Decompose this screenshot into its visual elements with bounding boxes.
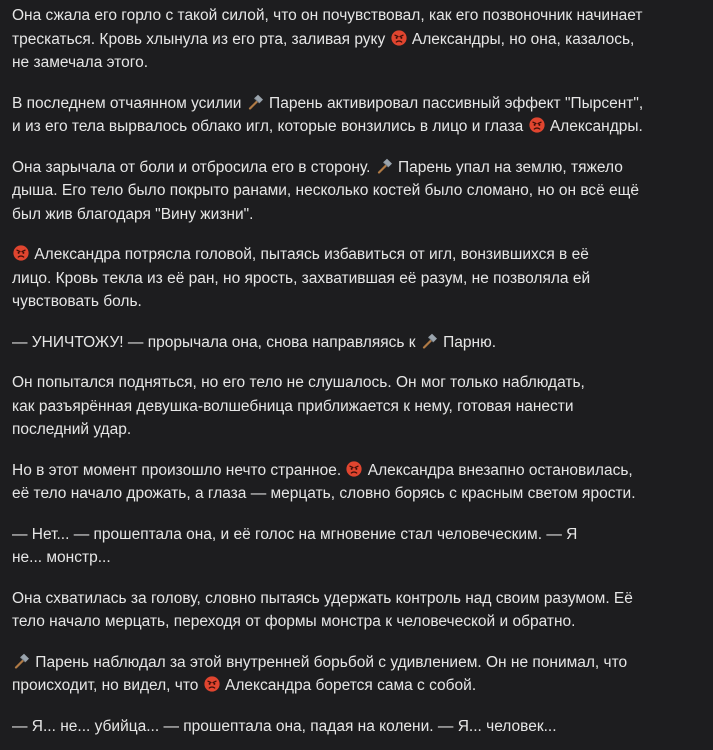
paragraph-line [12,92,699,116]
text-run: — Я... не... убийца... — прошептала она, падая на колени. — Я... человек... [12,717,557,735]
paragraph-line [12,156,699,180]
text-run: Александра борется сама с собой. [220,677,477,694]
story-paragraph [12,371,699,442]
story-paragraph [12,587,699,634]
text-run: лицо. Кровь текла из её ран, но ярость, захватившая её разум, не позволяла ей [12,269,591,287]
story-paragraph [12,523,699,570]
text-run: был жив благодаря "Вину жизни". [12,205,254,223]
paragraph-line [12,331,699,355]
paragraph-line [12,482,699,506]
text-run: и из его тела вырвалось облако игл, которые вонзились в лицо и глаза [12,118,528,135]
story-paragraph [12,715,699,739]
paragraph-line [12,179,699,203]
text-run: Александра внезапно остановилась, [363,461,633,479]
story-paragraph [12,4,699,75]
paragraph-line [12,651,699,675]
text-run: Он попытался подняться, но его тело не слушалось. Он мог только наблюдать, [12,374,585,391]
text-run: Она схватилась за голову, словно пытаясь удержать контроль над своим разумом. Её [12,589,633,607]
text-run: тело начало мерцать, переходя от формы монстра к человеческой и обратно. [12,613,576,630]
angry-face-icon [346,461,362,477]
paragraph-line [12,546,699,570]
text-run: происходит, но видел, что [12,677,203,694]
story-paragraph [12,156,699,227]
text-run: — УНИЧТОЖУ! — прорычала она, снова направляясь к [12,333,420,351]
paragraph-line [12,243,699,267]
story-paragraph [12,243,699,314]
hammer-icon [13,653,30,669]
paragraph-line [12,290,699,314]
angry-face-icon [204,676,220,692]
paragraph-line [12,28,699,52]
text-run: её тело начало дрожать, а глаза — мерцать, словно борясь с красным светом ярости. [12,485,636,502]
hammer-icon [247,94,264,110]
paragraph-line [12,51,699,75]
text-run: Но в этот момент произошло нечто странное. [12,461,346,479]
text-run: Александры. [545,118,643,135]
text-run: последний удар. [12,421,132,438]
paragraph-line [12,4,699,28]
text-run: Парень активировал пассивный эффект "Пырсент", [264,94,644,112]
hammer-icon [376,158,393,174]
paragraph-line [12,371,699,395]
paragraph-line [12,610,699,634]
text-run: Парень упал на землю, тяжело [393,158,623,176]
story-paragraph [12,331,699,355]
paragraph-line [12,459,699,483]
paragraph-line [12,418,699,442]
text-run: Она сжала его горло с такой силой, что он почувствовал, как его позвоночник начинает [12,7,643,24]
paragraph-line [12,587,699,611]
paragraph-line [12,523,699,547]
hammer-icon [421,333,438,349]
paragraph-line [12,203,699,227]
text-run: не замечала этого. [12,54,148,71]
angry-face-icon [13,245,29,261]
angry-face-icon [529,117,545,133]
text-run: Парень наблюдал за этой внутренней борьбой с удивлением. Он не понимал, что [31,653,628,671]
text-run: Александры, но она, казалось, [407,30,635,48]
text-run: чувствовать боль. [12,293,142,310]
angry-face-icon [391,30,407,46]
story-paragraph [12,92,699,139]
paragraph-line [12,674,699,698]
paragraph-line [12,267,699,291]
story-paragraph [12,651,699,698]
paragraph-line [12,115,699,139]
paragraph-line [12,395,699,419]
text-run: не... монстр... [12,549,111,566]
text-run: — Нет... — прошептала она, и её голос на мгновение стал человеческим. — Я [12,525,578,543]
text-run: В последнем отчаянном усилии [12,94,246,112]
text-run: Она зарычала от боли и отбросила его в сторону. [12,158,375,176]
text-run: как разъярённая девушка-волшебница приближается к нему, готовая нанести [12,397,574,415]
paragraph-line [12,715,699,739]
text-run: дыша. Его тело было покрыто ранами, несколько костей было сломано, но он всё ещё [12,182,640,199]
text-run: трескаться. Кровь хлынула из его рта, заливая руку [12,30,390,48]
story-paragraph [12,459,699,506]
text-run: Александра потрясла головой, пытаясь избавиться от игл, вонзившихся в её [30,246,589,263]
text-run: Парню. [438,333,497,351]
